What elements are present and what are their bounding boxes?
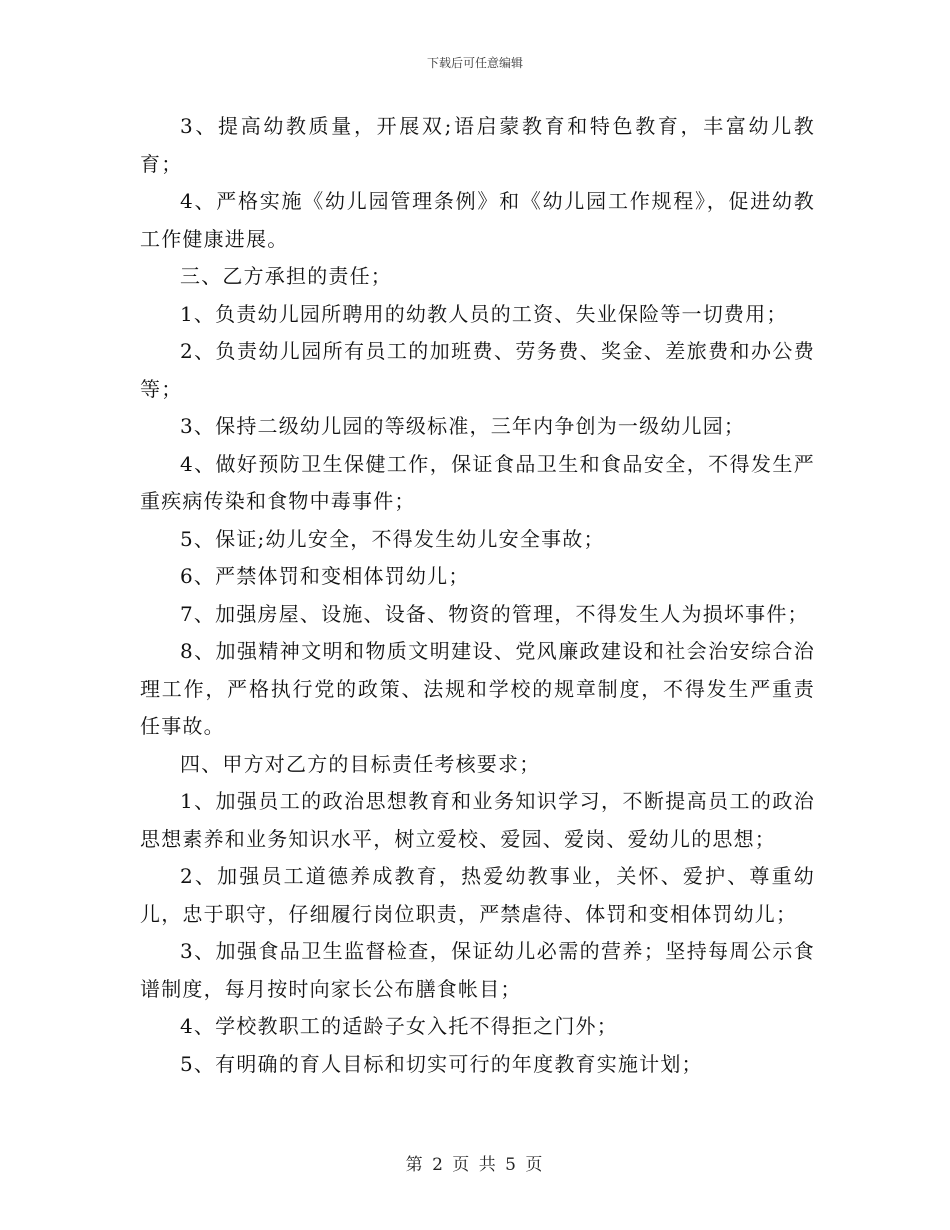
section-heading-3: 三、乙方承担的责任； xyxy=(180,264,392,288)
paragraph-15: 3、加强食品卫生监督检查，保证幼儿必需的营养；坚持每周公示食谱制度，每月按时向家长公布膳食帐目； xyxy=(140,939,815,1001)
paragraph-7: 4、做好预防卫生保健工作，保证食品卫生和食品安全，不得发生严重疾病传染和食物中毒事件； xyxy=(140,451,815,513)
paragraph-6: 3、保持二级幼儿园的等级标准，三年内争创为一级幼儿园； xyxy=(180,414,746,438)
paragraph-5: 2、负责幼儿园所有员工的加班费、劳务费、奖金、差旅费和办公费等； xyxy=(140,339,815,401)
document-body xyxy=(140,108,815,1083)
paragraph-4: 1、负责幼儿园所聘用的幼教人员的工资、失业保险等一切费用； xyxy=(180,301,788,326)
section-heading-4: 四、甲方对乙方的目标责任考核要求； xyxy=(180,751,541,776)
paragraph-10: 7、加强房屋、设施、设备、物资的管理，不得发生人为损坏事件； xyxy=(180,601,809,626)
paragraph-9: 6、严禁体罚和变相体罚幼儿； xyxy=(180,564,470,588)
page-number-footer: 第 2 页 共 5 页 xyxy=(405,1155,545,1175)
paragraph-16: 4、学校教职工的适龄子女入托不得拒之门外； xyxy=(180,1014,618,1038)
paragraph-8: 5、保证;幼儿安全，不得发生幼儿安全事故； xyxy=(180,526,605,551)
paragraph-14: 2、加强员工道德养成教育，热爱幼教事业，关怀、爱护、尊重幼儿，忠于职守，仔细履行岗位职责，严禁虐待、体罚和变相体罚幼儿； xyxy=(140,864,815,926)
page-header-note: 下载后可任意编辑 xyxy=(426,56,523,70)
paragraph-11: 8、加强精神文明和物质文明建设、党风廉政建设和社会治安综合治理工作，严格执行党的政策、法规和学校的规章制度，不得发生严重责任事故。 xyxy=(140,639,815,738)
paragraph-1: 3、提高幼教质量，开展双;语启蒙教育和特色教育，丰富幼儿教育； xyxy=(140,114,815,176)
paragraph-2: 4、严格实施《幼儿园管理条例》和《幼儿园工作规程》，促进幼教工作健康进展。 xyxy=(140,189,815,251)
paragraph-13: 1、加强员工的政治思想教育和业务知识学习，不断提高员工的政治思想素养和业务知识水平，树立爱校、爱园、爱岗、爱幼儿的思想； xyxy=(140,789,815,851)
paragraph-17: 5、有明确的育人目标和切实可行的年度教育实施计划； xyxy=(180,1051,703,1076)
